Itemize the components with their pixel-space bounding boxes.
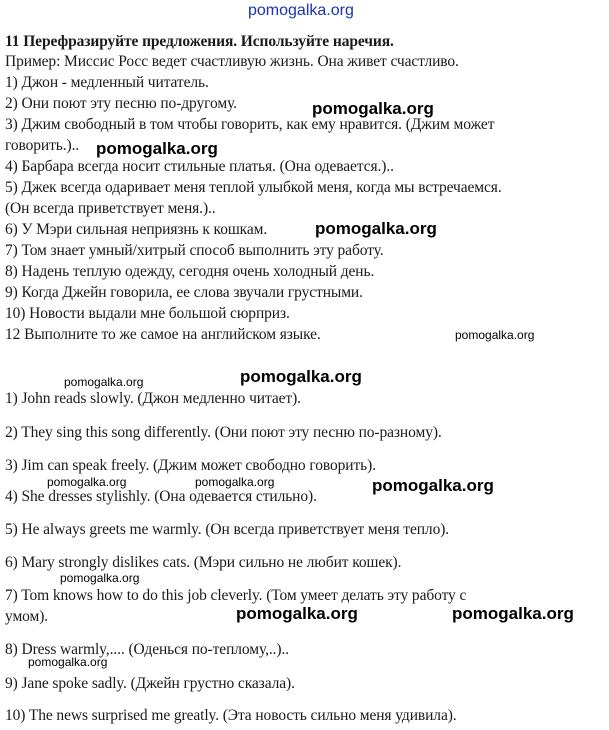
answer-line: 7) Tom knows how to do this job cleverly. (Том умеет делать эту работу с [5,587,467,604]
watermark: pomogalka.org [64,375,144,389]
exercise-11-item: 4) Барбара всегда носит стильные платья. (Она одевается.).. [5,158,394,175]
watermark: pomogalka.org [47,475,127,489]
exercise-11-item: 10) Новости выдали мне большой сюрприз. [5,305,290,322]
watermark: pomogalka.org [96,139,218,158]
answer-line: 1) John reads slowly. (Джон медленно читает). [5,390,301,407]
exercise-12-heading: 12 Выполните то же самое на английском языке. [5,326,321,343]
watermark: pomogalka.org [28,655,108,669]
exercise-11-item: 3) Джим свободный в том чтобы говорить, как ему нравится. (Джим может [5,116,495,133]
watermark-top: pomogalka.org [248,2,354,19]
answer-line: 2) They sing this song differently. (Они поют эту песню по-разному). [5,424,442,441]
exercise-11-example: Пример: Миссис Росс ведет счастливую жизнь. Она живет счастливо. [5,53,459,70]
answer-line: 4) She dresses stylishly. (Она одевается стильно). [5,488,317,505]
watermark: pomogalka.org [240,367,362,386]
exercise-11-heading: 11 Перефразируйте предложения. Используйте наречия. [5,33,394,50]
exercise-11-item: 9) Когда Джейн говорила, ее слова звучали грустными. [5,284,363,301]
answer-line: 8) Dress warmly,.... (Оденься по-теплому,..).. [5,641,290,658]
answer-line: 3) Jim can speak freely. (Джим может свободно говорить). [5,457,376,474]
watermark: pomogalka.org [452,604,574,623]
watermark: pomogalka.org [315,219,437,238]
exercise-11-item: 7) Том знает умный/хитрый способ выполнить эту работу. [5,242,384,259]
answer-line: 5) He always greets me warmly. (Он всегда приветствует меня тепло). [5,521,450,538]
exercise-11-item: 8) Надень теплую одежду, сегодня очень холодный день. [5,263,375,280]
exercise-11-item: 1) Джон - медленный читатель. [5,74,209,91]
exercise-11-item: 6) У Мэри сильная неприязнь к кошкам. [5,221,268,238]
watermark: pomogalka.org [60,571,140,585]
exercise-11-item: 5) Джек всегда одаривает меня теплой улыбкой меня, когда мы встречаемся. [5,179,502,196]
answer-line: 10) The news surprised me greatly. (Эта новость сильно меня удивила). [5,707,457,724]
watermark: pomogalka.org [312,99,434,118]
watermark: pomogalka.org [455,328,535,342]
watermark: pomogalka.org [372,476,494,495]
exercise-11-item: 2) Они поют эту песню по-другому. [5,95,237,112]
exercise-11-item: (Он всегда приветствует меня.).. [5,200,216,217]
answer-line: 9) Jane spoke sadly. (Джейн грустно сказала). [5,675,295,692]
exercise-11-item: говорить.).. [5,137,80,154]
answer-line: умом). [5,608,49,625]
answer-line: 6) Mary strongly dislikes cats. (Мэри сильно не любит кошек). [5,554,402,571]
watermark: pomogalka.org [195,475,275,489]
watermark: pomogalka.org [236,604,358,623]
